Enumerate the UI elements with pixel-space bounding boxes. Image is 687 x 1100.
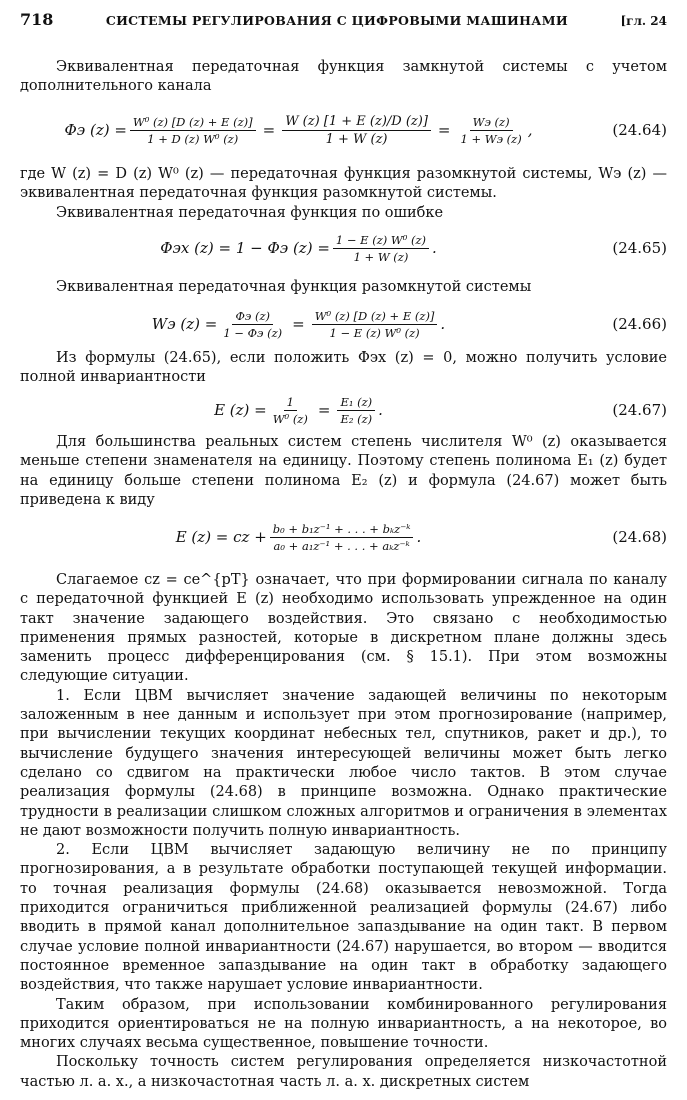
paragraph-text: 2. Если ЦВМ вычисляет задающую величину не по принципу прогнозирования, а в результате обработки поступающей текущей информации. то точная реализация формулы (24.68) оказывается невозможной. Тогда приходится ограничиться приближенной реализацией формулы (24.67) либо вводить в прямой канал дополнительное запаздывание на один такт. В первом случае условие полной инвариантности (24.67) нарушается, во втором — вводится постоянное временное запаздывание на один такт в обработку задающего воздействия, что также нарушает условие инвариантности.	[20, 842, 667, 994]
equation-lhs: E (z) =	[214, 401, 267, 419]
equation-number: (24.66)	[612, 315, 667, 333]
equation-lhs: E (z) = cz +	[175, 528, 267, 546]
numerator: W⁰ (z) [D (z) + E (z)]	[312, 309, 438, 325]
denominator: a₀ + a₁z⁻¹ + . . . + aₖz⁻ᵏ	[273, 538, 410, 553]
paragraph-definitions	[20, 165, 667, 223]
fraction	[270, 522, 414, 553]
denominator: 1 + Wэ (z)	[460, 131, 522, 146]
equation-24-64	[20, 104, 667, 156]
fraction	[282, 114, 431, 147]
equation-tail: .	[416, 528, 422, 546]
equation-number: (24.65)	[612, 239, 667, 257]
fraction	[333, 233, 429, 264]
denominator: 1 + W (z)	[325, 131, 388, 147]
denominator: W⁰ (z)	[272, 411, 308, 426]
paragraph-text: где W (z) = D (z) W⁰ (z) — передаточная функция разомкнутой системы, Wэ (z) — эквивалентная передаточная функция разомкнутой системы.	[20, 166, 667, 202]
paragraph-text: Слагаемое cz = ce^{pT} означает, что при формировании сигнала по каналу с передаточной функцией E (z) необходимо использовать упрежденное на один такт значение задающего воздействия. Это связано с необходимостью применения прямых разностей, которые в дискретном плане должны здесь заменить процесс дифференцирования (см. § 15.1). При этом возможны следующие ситуации.	[20, 572, 667, 685]
paragraph-invariance	[20, 349, 667, 388]
paragraph-text: Поскольку точность систем регулирования определяется низкочастотной частью л. а. х., а низкочастотная часть л. а. х. дискретных систем	[20, 1054, 667, 1090]
numerator: 1	[284, 395, 297, 411]
fraction	[458, 115, 525, 146]
numerator: b₀ + b₁z⁻¹ + . . . + bₖz⁻ᵏ	[270, 522, 414, 538]
numerator: E₁ (z)	[337, 395, 375, 411]
page-number: 718	[20, 10, 54, 29]
numerator: W⁰ (z) [D (z) + E (z)]	[130, 115, 256, 131]
equation-tail: ,	[527, 121, 533, 139]
numerator: Φэ (z)	[232, 309, 273, 325]
paragraph-text: Эквивалентная передаточная функция замкнутой системы с учетом дополнительного канала	[20, 59, 667, 95]
fraction	[220, 309, 285, 340]
equation-tail: .	[432, 239, 437, 257]
paragraph-open-loop	[20, 278, 667, 297]
equation-24-68	[20, 511, 667, 563]
paragraph-text: 1. Если ЦВМ вычисляет значение задающей величины по некоторым заложенным в нее данным и использует при этом прогнозирование (например, при вычислении текущих координат небесных тел, спутников, ракет и др.), то вычисление будущего значения интересующей величины может быть легко сделано со сдвигом на практически любое число тактов. В этом случае реализация формулы (24.68) в принципе возможна. Однако практические трудности в реализации слишком сложных алгоритмов и ограничения в элементах не дают возможности получить полную инвариантность.	[20, 687, 667, 839]
equation-24-67	[20, 384, 667, 436]
denominator: 1 − E (z) W⁰ (z)	[329, 325, 420, 340]
fraction	[312, 309, 438, 340]
denominator: E₂ (z)	[340, 411, 373, 426]
paragraph-degree	[20, 433, 667, 510]
paragraph-text: Для большинства реальных систем степень числителя W⁰ (z) оказывается меньше степени знаменателя на единицу. Поэтому степень полинома E₁ (z) будет на единицу больше степени полинома E₂ (z) и формула (24.67) может быть приведена к виду	[20, 434, 667, 508]
paragraph-text: Таким образом, при использовании комбинированного регулирования приходится ориентироваться не на полную инвариантность, а на некоторое, во многих случаях весьма существенное, повышение точности.	[20, 996, 667, 1052]
equation-number: (24.64)	[612, 121, 667, 139]
equation-tail: .	[378, 401, 383, 419]
equals-sign: =	[317, 401, 331, 419]
denominator: 1 + W (z)	[353, 249, 409, 264]
equation-lhs: Wэ (z) =	[151, 315, 218, 333]
equation-24-65	[20, 222, 667, 274]
equation-number: (24.67)	[612, 401, 667, 419]
equation-number: (24.68)	[612, 528, 667, 546]
paragraph-text: Эквивалентная передаточная функция разомкнутой системы	[56, 279, 532, 295]
running-title: СИСТЕМЫ РЕГУЛИРОВАНИЯ С ЦИФРОВЫМИ МАШИНАМИ	[105, 13, 569, 28]
equals-sign: =	[437, 121, 451, 139]
numerator: W (z) [1 + E (z)/D (z)]	[282, 114, 431, 131]
equation-24-66	[20, 298, 667, 350]
chapter-label: [гл. 24	[620, 14, 667, 28]
equation-lhs: Φэ (z) =	[64, 121, 127, 139]
page-header	[20, 10, 667, 30]
denominator: 1 − Φэ (z)	[223, 325, 283, 340]
main-text-body	[20, 571, 667, 1092]
fraction	[130, 115, 256, 146]
equation-tail: .	[440, 315, 446, 333]
paragraph-intro	[20, 58, 667, 97]
fraction	[270, 395, 311, 426]
denominator: 1 + D (z) W⁰ (z)	[147, 131, 239, 146]
equals-sign: =	[262, 121, 276, 139]
paragraph-text: Из формулы (24.65), если положить Φэх (z) = 0, можно получить условие полной инвариантности	[20, 350, 667, 386]
equals-sign: =	[292, 315, 305, 333]
paragraph-text: Эквивалентная передаточная функция по ошибке	[56, 204, 444, 221]
equation-lhs: Φэх (z) = 1 − Φэ (z) =	[160, 239, 330, 257]
numerator: Wэ (z)	[470, 115, 513, 131]
numerator: 1 − E (z) W⁰ (z)	[333, 233, 429, 249]
fraction	[337, 395, 375, 426]
